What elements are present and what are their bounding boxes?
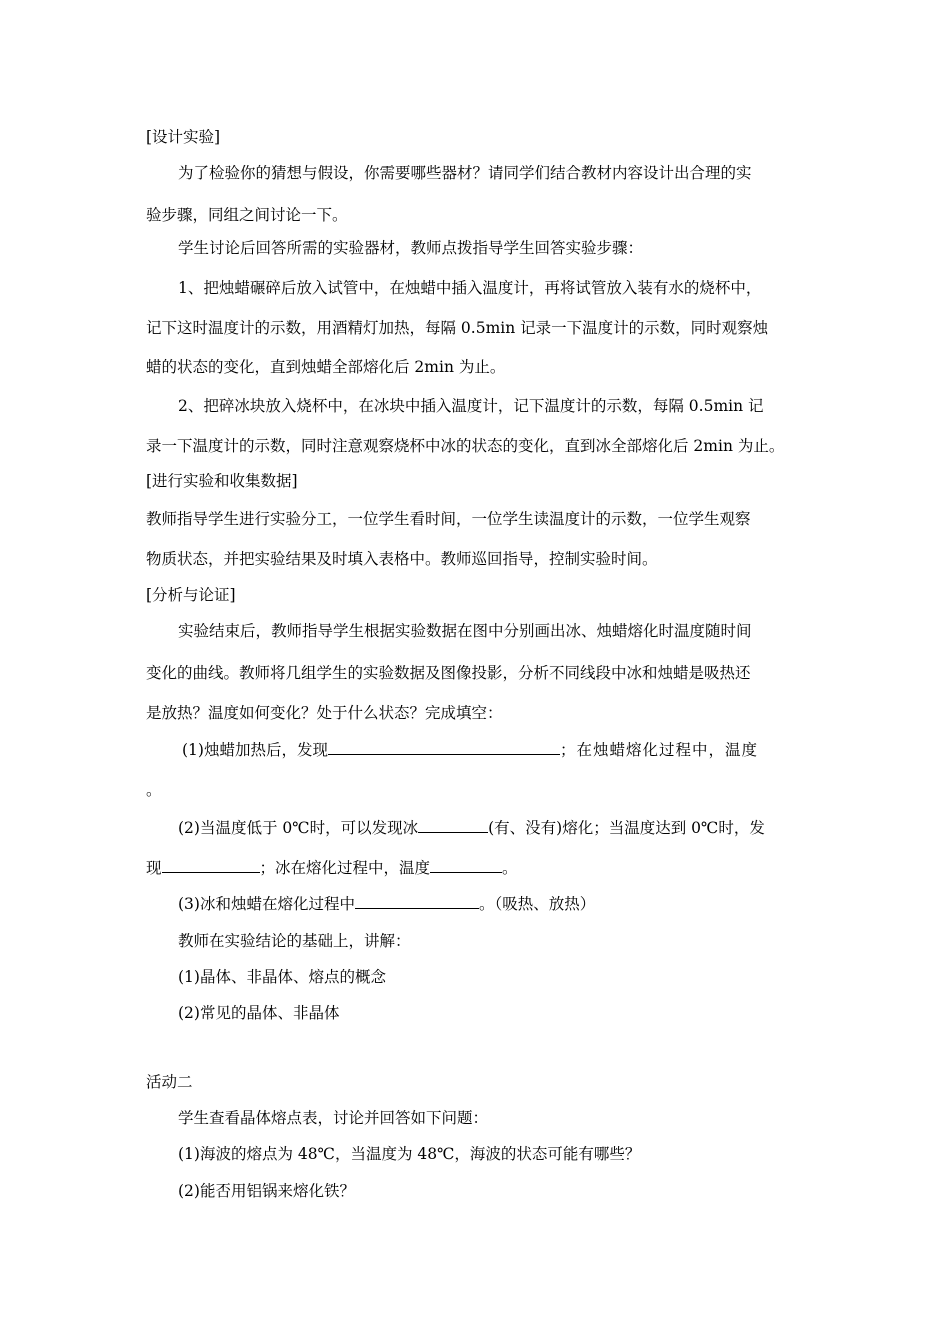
- fill-blank[interactable]: [430, 858, 502, 873]
- list-item: (2)常见的晶体、非晶体: [178, 1004, 340, 1022]
- section-heading-design: [设计实验]: [146, 128, 221, 146]
- fill-blank[interactable]: [355, 894, 479, 909]
- list-item: (1)海波的熔点为 48℃，当温度为 48℃，海波的状态可能有哪些？: [178, 1145, 641, 1163]
- activity-2-heading: 活动二: [146, 1073, 193, 1091]
- paragraph-line: 为了检验你的猜想与假设，你需要哪些器材？请同学们结合教材内容设计出合理的实: [178, 164, 752, 182]
- section-heading-collect: [进行实验和收集数据]: [146, 472, 298, 490]
- fill-blank[interactable]: [418, 818, 488, 833]
- question-text: 。: [502, 859, 518, 877]
- step-2-line: 录一下温度计的示数，同时注意观察烧杯中冰的状态的变化，直到冰全部熔化后 2min 为止。: [146, 437, 785, 455]
- step-1-line: 记下这时温度计的示数，用酒精灯加热，每隔 0.5min 记录一下温度计的示数，同时观察烛: [146, 319, 769, 337]
- paragraph-line: 验步骤，同组之间讨论一下。: [146, 206, 348, 224]
- question-1-end: 。: [146, 781, 162, 799]
- paragraph-line: 教师在实验结论的基础上，讲解：: [178, 932, 411, 950]
- step-1-line: 1、把烛蜡碾碎后放入试管中，在烛蜡中插入温度计，再将试管放入装有水的烧杯中，: [178, 279, 762, 297]
- question-2: [178, 818, 765, 838]
- question-text: 。（吸热、放热）: [478, 895, 596, 913]
- paragraph-line: 学生查看晶体熔点表，讨论并回答如下问题：: [178, 1109, 489, 1127]
- paragraph-line: 物质状态，并把实验结果及时填入表格中。教师巡回指导，控制实验时间。: [146, 550, 658, 568]
- question-2-cont: [146, 858, 518, 878]
- paragraph-line: 实验结束后，教师指导学生根据实验数据在图中分别画出冰、烛蜡熔化时温度随时间: [178, 622, 752, 640]
- list-item: (1)晶体、非晶体、熔点的概念: [178, 968, 386, 986]
- question-3: [178, 894, 595, 914]
- paragraph-line: 学生讨论后回答所需的实验器材，教师点拨指导学生回答实验步骤：: [178, 239, 644, 257]
- fill-blank[interactable]: [328, 740, 560, 755]
- section-heading-analysis: [分析与论证]: [146, 586, 236, 604]
- step-2-line: 2、把碎冰块放入烧杯中，在冰块中插入温度计，记下温度计的示数，每隔 0.5min 记: [178, 397, 764, 415]
- paragraph-line: 变化的曲线。教师将几组学生的实验数据及图像投影，分析不同线段中冰和烛蜡是吸热还: [146, 664, 751, 682]
- step-1-line: 蜡的状态的变化，直到烛蜡全部熔化后 2min 为止。: [146, 358, 506, 376]
- question-text: 现: [146, 859, 162, 877]
- list-item: (2)能否用铝锅来熔化铁？: [178, 1182, 355, 1200]
- question-text: ；在烛蜡熔化过程中，温度: [559, 741, 758, 759]
- question-1: [182, 740, 758, 760]
- question-text: (有、没有)熔化；当温度达到 0℃时，发: [488, 819, 765, 837]
- fill-blank[interactable]: [162, 858, 260, 873]
- question-text: (1)烛蜡加热后，发现: [182, 741, 328, 759]
- paragraph-line: 是放热？温度如何变化？处于什么状态？完成填空：: [146, 704, 503, 722]
- question-text: (2)当温度低于 0℃时，可以发现冰: [178, 819, 419, 837]
- question-text: ；冰在熔化过程中，温度: [259, 859, 431, 877]
- question-text: (3)冰和烛蜡在熔化过程中: [178, 895, 355, 913]
- paragraph-line: 教师指导学生进行实验分工，一位学生看时间，一位学生读温度计的示数，一位学生观察: [146, 510, 751, 528]
